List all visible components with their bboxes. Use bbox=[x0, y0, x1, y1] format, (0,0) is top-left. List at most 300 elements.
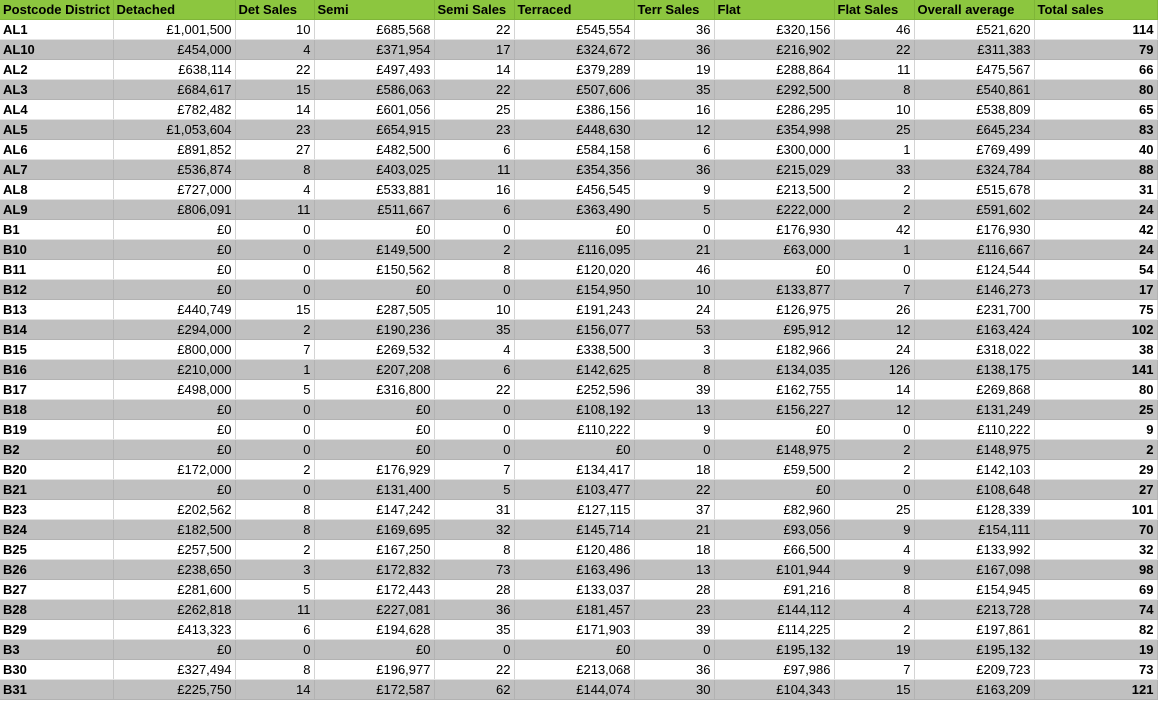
value-cell[interactable]: 7 bbox=[434, 460, 514, 480]
value-cell[interactable]: £213,068 bbox=[514, 660, 634, 680]
value-cell[interactable]: 35 bbox=[434, 620, 514, 640]
value-cell[interactable]: £167,250 bbox=[314, 540, 434, 560]
value-cell[interactable]: £269,532 bbox=[314, 340, 434, 360]
value-cell[interactable]: 4 bbox=[834, 600, 914, 620]
value-cell[interactable]: £144,112 bbox=[714, 600, 834, 620]
value-cell[interactable]: 28 bbox=[434, 580, 514, 600]
value-cell[interactable]: 22 bbox=[634, 480, 714, 500]
value-cell[interactable]: 3 bbox=[634, 340, 714, 360]
value-cell[interactable]: 8 bbox=[235, 500, 314, 520]
value-cell[interactable]: £769,499 bbox=[914, 140, 1034, 160]
value-cell[interactable]: £286,295 bbox=[714, 100, 834, 120]
total-sales-cell[interactable]: 79 bbox=[1034, 40, 1157, 60]
value-cell[interactable]: 126 bbox=[834, 360, 914, 380]
value-cell[interactable]: 22 bbox=[434, 660, 514, 680]
value-cell[interactable]: £225,750 bbox=[113, 680, 235, 700]
total-sales-cell[interactable]: 66 bbox=[1034, 60, 1157, 80]
value-cell[interactable]: £685,568 bbox=[314, 20, 434, 40]
total-sales-cell[interactable]: 17 bbox=[1034, 280, 1157, 300]
value-cell[interactable]: 0 bbox=[235, 480, 314, 500]
value-cell[interactable]: £354,998 bbox=[714, 120, 834, 140]
value-cell[interactable]: £194,628 bbox=[314, 620, 434, 640]
total-sales-cell[interactable]: 80 bbox=[1034, 80, 1157, 100]
district-cell[interactable]: B19 bbox=[0, 420, 113, 440]
value-cell[interactable]: £498,000 bbox=[113, 380, 235, 400]
value-cell[interactable]: £0 bbox=[514, 440, 634, 460]
value-cell[interactable]: £156,077 bbox=[514, 320, 634, 340]
value-cell[interactable]: £154,111 bbox=[914, 520, 1034, 540]
value-cell[interactable]: 19 bbox=[634, 60, 714, 80]
value-cell[interactable]: £806,091 bbox=[113, 200, 235, 220]
district-cell[interactable]: B11 bbox=[0, 260, 113, 280]
value-cell[interactable]: £287,505 bbox=[314, 300, 434, 320]
value-cell[interactable]: £148,975 bbox=[914, 440, 1034, 460]
value-cell[interactable]: £145,714 bbox=[514, 520, 634, 540]
value-cell[interactable]: £536,874 bbox=[113, 160, 235, 180]
value-cell[interactable]: £169,695 bbox=[314, 520, 434, 540]
value-cell[interactable]: £142,103 bbox=[914, 460, 1034, 480]
value-cell[interactable]: 16 bbox=[634, 100, 714, 120]
value-cell[interactable]: 7 bbox=[834, 660, 914, 680]
value-cell[interactable]: 16 bbox=[434, 180, 514, 200]
value-cell[interactable]: £475,567 bbox=[914, 60, 1034, 80]
value-cell[interactable]: 0 bbox=[834, 260, 914, 280]
value-cell[interactable]: £210,000 bbox=[113, 360, 235, 380]
district-cell[interactable]: B15 bbox=[0, 340, 113, 360]
value-cell[interactable]: £213,728 bbox=[914, 600, 1034, 620]
column-header[interactable]: Terr Sales bbox=[634, 0, 714, 20]
value-cell[interactable]: 2 bbox=[834, 620, 914, 640]
value-cell[interactable]: £0 bbox=[314, 640, 434, 660]
value-cell[interactable]: 2 bbox=[834, 200, 914, 220]
value-cell[interactable]: £97,986 bbox=[714, 660, 834, 680]
value-cell[interactable]: 2 bbox=[834, 180, 914, 200]
value-cell[interactable]: £196,977 bbox=[314, 660, 434, 680]
value-cell[interactable]: £104,343 bbox=[714, 680, 834, 700]
value-cell[interactable]: 21 bbox=[634, 240, 714, 260]
column-header[interactable]: Detached bbox=[113, 0, 235, 20]
value-cell[interactable]: 36 bbox=[634, 660, 714, 680]
district-cell[interactable]: B30 bbox=[0, 660, 113, 680]
total-sales-cell[interactable]: 29 bbox=[1034, 460, 1157, 480]
value-cell[interactable]: 9 bbox=[634, 420, 714, 440]
value-cell[interactable]: 25 bbox=[834, 500, 914, 520]
value-cell[interactable]: £320,156 bbox=[714, 20, 834, 40]
column-header[interactable]: Terraced bbox=[514, 0, 634, 20]
column-header[interactable]: Flat bbox=[714, 0, 834, 20]
total-sales-cell[interactable]: 54 bbox=[1034, 260, 1157, 280]
value-cell[interactable]: 14 bbox=[235, 680, 314, 700]
value-cell[interactable]: 18 bbox=[634, 540, 714, 560]
total-sales-cell[interactable]: 114 bbox=[1034, 20, 1157, 40]
value-cell[interactable]: 10 bbox=[634, 280, 714, 300]
value-cell[interactable]: 0 bbox=[235, 260, 314, 280]
value-cell[interactable]: 22 bbox=[434, 80, 514, 100]
value-cell[interactable]: £167,098 bbox=[914, 560, 1034, 580]
value-cell[interactable]: £1,053,604 bbox=[113, 120, 235, 140]
value-cell[interactable]: £497,493 bbox=[314, 60, 434, 80]
value-cell[interactable]: 11 bbox=[235, 600, 314, 620]
district-cell[interactable]: B14 bbox=[0, 320, 113, 340]
value-cell[interactable]: 0 bbox=[434, 280, 514, 300]
value-cell[interactable]: 8 bbox=[434, 540, 514, 560]
value-cell[interactable]: £281,600 bbox=[113, 580, 235, 600]
value-cell[interactable]: 0 bbox=[434, 220, 514, 240]
value-cell[interactable]: 12 bbox=[634, 120, 714, 140]
value-cell[interactable]: 9 bbox=[834, 560, 914, 580]
value-cell[interactable]: 42 bbox=[834, 220, 914, 240]
value-cell[interactable]: £288,864 bbox=[714, 60, 834, 80]
value-cell[interactable]: 1 bbox=[834, 240, 914, 260]
value-cell[interactable]: 46 bbox=[834, 20, 914, 40]
value-cell[interactable]: £116,095 bbox=[514, 240, 634, 260]
value-cell[interactable]: 4 bbox=[235, 40, 314, 60]
value-cell[interactable]: £327,494 bbox=[113, 660, 235, 680]
district-cell[interactable]: B31 bbox=[0, 680, 113, 700]
value-cell[interactable]: 5 bbox=[634, 200, 714, 220]
value-cell[interactable]: 33 bbox=[834, 160, 914, 180]
value-cell[interactable]: £131,249 bbox=[914, 400, 1034, 420]
district-cell[interactable]: AL3 bbox=[0, 80, 113, 100]
value-cell[interactable]: 10 bbox=[434, 300, 514, 320]
district-cell[interactable]: B28 bbox=[0, 600, 113, 620]
total-sales-cell[interactable]: 42 bbox=[1034, 220, 1157, 240]
value-cell[interactable]: 2 bbox=[235, 320, 314, 340]
value-cell[interactable]: 0 bbox=[834, 480, 914, 500]
value-cell[interactable]: 0 bbox=[634, 640, 714, 660]
value-cell[interactable]: 6 bbox=[434, 360, 514, 380]
value-cell[interactable]: 37 bbox=[634, 500, 714, 520]
total-sales-cell[interactable]: 101 bbox=[1034, 500, 1157, 520]
value-cell[interactable]: £413,323 bbox=[113, 620, 235, 640]
value-cell[interactable]: £163,424 bbox=[914, 320, 1034, 340]
value-cell[interactable]: 22 bbox=[834, 40, 914, 60]
value-cell[interactable]: £0 bbox=[113, 240, 235, 260]
value-cell[interactable]: £66,500 bbox=[714, 540, 834, 560]
value-cell[interactable]: 0 bbox=[834, 420, 914, 440]
district-cell[interactable]: B29 bbox=[0, 620, 113, 640]
value-cell[interactable]: 11 bbox=[834, 60, 914, 80]
value-cell[interactable]: £171,903 bbox=[514, 620, 634, 640]
column-header[interactable]: Flat Sales bbox=[834, 0, 914, 20]
value-cell[interactable]: £146,273 bbox=[914, 280, 1034, 300]
value-cell[interactable]: £891,852 bbox=[113, 140, 235, 160]
value-cell[interactable]: £311,383 bbox=[914, 40, 1034, 60]
value-cell[interactable]: 31 bbox=[434, 500, 514, 520]
value-cell[interactable]: £601,056 bbox=[314, 100, 434, 120]
value-cell[interactable]: £0 bbox=[514, 640, 634, 660]
total-sales-cell[interactable]: 69 bbox=[1034, 580, 1157, 600]
value-cell[interactable]: 7 bbox=[235, 340, 314, 360]
total-sales-cell[interactable]: 27 bbox=[1034, 480, 1157, 500]
value-cell[interactable]: £195,132 bbox=[914, 640, 1034, 660]
column-header[interactable]: Semi bbox=[314, 0, 434, 20]
district-cell[interactable]: B18 bbox=[0, 400, 113, 420]
value-cell[interactable]: 0 bbox=[434, 640, 514, 660]
value-cell[interactable]: £93,056 bbox=[714, 520, 834, 540]
value-cell[interactable]: £176,929 bbox=[314, 460, 434, 480]
value-cell[interactable]: 2 bbox=[834, 440, 914, 460]
total-sales-cell[interactable]: 19 bbox=[1034, 640, 1157, 660]
value-cell[interactable]: 5 bbox=[235, 580, 314, 600]
value-cell[interactable]: 27 bbox=[235, 140, 314, 160]
value-cell[interactable]: 36 bbox=[634, 20, 714, 40]
value-cell[interactable]: £172,587 bbox=[314, 680, 434, 700]
value-cell[interactable]: £126,975 bbox=[714, 300, 834, 320]
value-cell[interactable]: 2 bbox=[235, 460, 314, 480]
value-cell[interactable]: £262,818 bbox=[113, 600, 235, 620]
value-cell[interactable]: 14 bbox=[235, 100, 314, 120]
value-cell[interactable]: 8 bbox=[235, 520, 314, 540]
value-cell[interactable]: £231,700 bbox=[914, 300, 1034, 320]
value-cell[interactable]: 24 bbox=[634, 300, 714, 320]
value-cell[interactable]: £191,243 bbox=[514, 300, 634, 320]
value-cell[interactable]: £108,192 bbox=[514, 400, 634, 420]
value-cell[interactable]: £292,500 bbox=[714, 80, 834, 100]
value-cell[interactable]: 0 bbox=[634, 440, 714, 460]
total-sales-cell[interactable]: 31 bbox=[1034, 180, 1157, 200]
district-cell[interactable]: AL6 bbox=[0, 140, 113, 160]
district-cell[interactable]: B24 bbox=[0, 520, 113, 540]
value-cell[interactable]: £172,832 bbox=[314, 560, 434, 580]
value-cell[interactable]: £456,545 bbox=[514, 180, 634, 200]
value-cell[interactable]: 13 bbox=[634, 560, 714, 580]
total-sales-cell[interactable]: 40 bbox=[1034, 140, 1157, 160]
value-cell[interactable]: 12 bbox=[834, 400, 914, 420]
district-cell[interactable]: AL5 bbox=[0, 120, 113, 140]
value-cell[interactable]: 5 bbox=[434, 480, 514, 500]
value-cell[interactable]: 21 bbox=[634, 520, 714, 540]
district-cell[interactable]: B25 bbox=[0, 540, 113, 560]
value-cell[interactable]: 0 bbox=[235, 400, 314, 420]
value-cell[interactable]: £124,544 bbox=[914, 260, 1034, 280]
value-cell[interactable]: £540,861 bbox=[914, 80, 1034, 100]
value-cell[interactable]: £150,562 bbox=[314, 260, 434, 280]
value-cell[interactable]: £727,000 bbox=[113, 180, 235, 200]
value-cell[interactable]: 8 bbox=[634, 360, 714, 380]
value-cell[interactable]: £176,930 bbox=[714, 220, 834, 240]
value-cell[interactable]: 36 bbox=[634, 40, 714, 60]
value-cell[interactable]: £133,877 bbox=[714, 280, 834, 300]
value-cell[interactable]: £149,500 bbox=[314, 240, 434, 260]
value-cell[interactable]: £507,606 bbox=[514, 80, 634, 100]
value-cell[interactable]: £63,000 bbox=[714, 240, 834, 260]
value-cell[interactable]: £0 bbox=[113, 440, 235, 460]
value-cell[interactable]: £134,035 bbox=[714, 360, 834, 380]
value-cell[interactable]: 35 bbox=[634, 80, 714, 100]
value-cell[interactable]: 23 bbox=[634, 600, 714, 620]
value-cell[interactable]: 6 bbox=[634, 140, 714, 160]
value-cell[interactable]: 0 bbox=[235, 640, 314, 660]
value-cell[interactable]: £120,020 bbox=[514, 260, 634, 280]
value-cell[interactable]: £215,029 bbox=[714, 160, 834, 180]
value-cell[interactable]: 1 bbox=[235, 360, 314, 380]
value-cell[interactable]: 11 bbox=[434, 160, 514, 180]
value-cell[interactable]: £684,617 bbox=[113, 80, 235, 100]
value-cell[interactable]: 8 bbox=[235, 660, 314, 680]
value-cell[interactable]: £482,500 bbox=[314, 140, 434, 160]
value-cell[interactable]: £195,132 bbox=[714, 640, 834, 660]
value-cell[interactable]: 15 bbox=[235, 300, 314, 320]
value-cell[interactable]: £0 bbox=[113, 280, 235, 300]
value-cell[interactable]: £172,000 bbox=[113, 460, 235, 480]
value-cell[interactable]: 8 bbox=[235, 160, 314, 180]
total-sales-cell[interactable]: 102 bbox=[1034, 320, 1157, 340]
value-cell[interactable]: £538,809 bbox=[914, 100, 1034, 120]
value-cell[interactable]: 0 bbox=[235, 420, 314, 440]
value-cell[interactable]: £147,242 bbox=[314, 500, 434, 520]
value-cell[interactable]: £257,500 bbox=[113, 540, 235, 560]
value-cell[interactable]: 0 bbox=[434, 440, 514, 460]
value-cell[interactable]: £521,620 bbox=[914, 20, 1034, 40]
value-cell[interactable]: 0 bbox=[634, 220, 714, 240]
value-cell[interactable]: £154,945 bbox=[914, 580, 1034, 600]
value-cell[interactable]: 24 bbox=[834, 340, 914, 360]
value-cell[interactable]: 23 bbox=[434, 120, 514, 140]
value-cell[interactable]: 0 bbox=[235, 440, 314, 460]
value-cell[interactable]: £448,630 bbox=[514, 120, 634, 140]
value-cell[interactable]: £515,678 bbox=[914, 180, 1034, 200]
value-cell[interactable]: 14 bbox=[834, 380, 914, 400]
value-cell[interactable]: 0 bbox=[235, 220, 314, 240]
value-cell[interactable]: £133,037 bbox=[514, 580, 634, 600]
value-cell[interactable]: £127,115 bbox=[514, 500, 634, 520]
value-cell[interactable]: 2 bbox=[434, 240, 514, 260]
total-sales-cell[interactable]: 24 bbox=[1034, 200, 1157, 220]
value-cell[interactable]: 22 bbox=[434, 380, 514, 400]
value-cell[interactable]: £163,496 bbox=[514, 560, 634, 580]
total-sales-cell[interactable]: 121 bbox=[1034, 680, 1157, 700]
value-cell[interactable]: 36 bbox=[634, 160, 714, 180]
value-cell[interactable]: £172,443 bbox=[314, 580, 434, 600]
value-cell[interactable]: 26 bbox=[834, 300, 914, 320]
value-cell[interactable]: £138,175 bbox=[914, 360, 1034, 380]
total-sales-cell[interactable]: 70 bbox=[1034, 520, 1157, 540]
district-cell[interactable]: B13 bbox=[0, 300, 113, 320]
value-cell[interactable]: £584,158 bbox=[514, 140, 634, 160]
value-cell[interactable]: £454,000 bbox=[113, 40, 235, 60]
column-header[interactable]: Det Sales bbox=[235, 0, 314, 20]
value-cell[interactable]: £162,755 bbox=[714, 380, 834, 400]
district-cell[interactable]: B17 bbox=[0, 380, 113, 400]
value-cell[interactable]: 8 bbox=[834, 580, 914, 600]
value-cell[interactable]: £1,001,500 bbox=[113, 20, 235, 40]
value-cell[interactable]: £0 bbox=[714, 480, 834, 500]
value-cell[interactable]: £182,500 bbox=[113, 520, 235, 540]
value-cell[interactable]: £533,881 bbox=[314, 180, 434, 200]
value-cell[interactable]: 35 bbox=[434, 320, 514, 340]
district-cell[interactable]: B16 bbox=[0, 360, 113, 380]
value-cell[interactable]: £197,861 bbox=[914, 620, 1034, 640]
value-cell[interactable]: 53 bbox=[634, 320, 714, 340]
total-sales-cell[interactable]: 32 bbox=[1034, 540, 1157, 560]
value-cell[interactable]: £144,074 bbox=[514, 680, 634, 700]
total-sales-cell[interactable]: 141 bbox=[1034, 360, 1157, 380]
district-cell[interactable]: AL1 bbox=[0, 20, 113, 40]
value-cell[interactable]: £379,289 bbox=[514, 60, 634, 80]
value-cell[interactable]: £294,000 bbox=[113, 320, 235, 340]
value-cell[interactable]: £0 bbox=[113, 420, 235, 440]
value-cell[interactable]: 9 bbox=[634, 180, 714, 200]
value-cell[interactable]: 62 bbox=[434, 680, 514, 700]
value-cell[interactable]: 15 bbox=[834, 680, 914, 700]
column-header[interactable]: Total sales bbox=[1034, 0, 1157, 20]
district-cell[interactable]: B23 bbox=[0, 500, 113, 520]
value-cell[interactable]: 4 bbox=[834, 540, 914, 560]
total-sales-cell[interactable]: 24 bbox=[1034, 240, 1157, 260]
value-cell[interactable]: £654,915 bbox=[314, 120, 434, 140]
value-cell[interactable]: £110,222 bbox=[514, 420, 634, 440]
district-cell[interactable]: AL8 bbox=[0, 180, 113, 200]
value-cell[interactable]: £0 bbox=[714, 420, 834, 440]
value-cell[interactable]: £386,156 bbox=[514, 100, 634, 120]
value-cell[interactable]: £645,234 bbox=[914, 120, 1034, 140]
district-cell[interactable]: B21 bbox=[0, 480, 113, 500]
district-cell[interactable]: AL7 bbox=[0, 160, 113, 180]
value-cell[interactable]: 0 bbox=[235, 240, 314, 260]
value-cell[interactable]: £0 bbox=[514, 220, 634, 240]
value-cell[interactable]: 23 bbox=[235, 120, 314, 140]
value-cell[interactable]: 18 bbox=[634, 460, 714, 480]
district-cell[interactable]: AL2 bbox=[0, 60, 113, 80]
district-cell[interactable]: AL10 bbox=[0, 40, 113, 60]
value-cell[interactable]: 6 bbox=[235, 620, 314, 640]
district-cell[interactable]: B20 bbox=[0, 460, 113, 480]
value-cell[interactable]: £0 bbox=[314, 280, 434, 300]
value-cell[interactable]: £440,749 bbox=[113, 300, 235, 320]
value-cell[interactable]: 8 bbox=[834, 80, 914, 100]
value-cell[interactable]: £238,650 bbox=[113, 560, 235, 580]
value-cell[interactable]: 1 bbox=[834, 140, 914, 160]
value-cell[interactable]: 17 bbox=[434, 40, 514, 60]
value-cell[interactable]: 6 bbox=[434, 140, 514, 160]
value-cell[interactable]: £371,954 bbox=[314, 40, 434, 60]
value-cell[interactable]: £0 bbox=[113, 220, 235, 240]
value-cell[interactable]: £108,648 bbox=[914, 480, 1034, 500]
value-cell[interactable]: £154,950 bbox=[514, 280, 634, 300]
value-cell[interactable]: £403,025 bbox=[314, 160, 434, 180]
value-cell[interactable]: 32 bbox=[434, 520, 514, 540]
value-cell[interactable]: £782,482 bbox=[113, 100, 235, 120]
value-cell[interactable]: £148,975 bbox=[714, 440, 834, 460]
value-cell[interactable]: £216,902 bbox=[714, 40, 834, 60]
value-cell[interactable]: £0 bbox=[314, 440, 434, 460]
total-sales-cell[interactable]: 83 bbox=[1034, 120, 1157, 140]
value-cell[interactable]: £0 bbox=[314, 400, 434, 420]
value-cell[interactable]: £207,208 bbox=[314, 360, 434, 380]
total-sales-cell[interactable]: 65 bbox=[1034, 100, 1157, 120]
value-cell[interactable]: £338,500 bbox=[514, 340, 634, 360]
value-cell[interactable]: 0 bbox=[434, 420, 514, 440]
value-cell[interactable]: £176,930 bbox=[914, 220, 1034, 240]
value-cell[interactable]: 5 bbox=[235, 380, 314, 400]
value-cell[interactable]: £354,356 bbox=[514, 160, 634, 180]
district-cell[interactable]: B12 bbox=[0, 280, 113, 300]
value-cell[interactable]: 25 bbox=[434, 100, 514, 120]
total-sales-cell[interactable]: 25 bbox=[1034, 400, 1157, 420]
value-cell[interactable]: £114,225 bbox=[714, 620, 834, 640]
value-cell[interactable]: £0 bbox=[714, 260, 834, 280]
value-cell[interactable]: £209,723 bbox=[914, 660, 1034, 680]
value-cell[interactable]: 30 bbox=[634, 680, 714, 700]
district-cell[interactable]: B26 bbox=[0, 560, 113, 580]
value-cell[interactable]: 22 bbox=[434, 20, 514, 40]
value-cell[interactable]: £213,500 bbox=[714, 180, 834, 200]
value-cell[interactable]: 15 bbox=[235, 80, 314, 100]
value-cell[interactable]: £318,022 bbox=[914, 340, 1034, 360]
value-cell[interactable]: £324,784 bbox=[914, 160, 1034, 180]
value-cell[interactable]: £142,625 bbox=[514, 360, 634, 380]
